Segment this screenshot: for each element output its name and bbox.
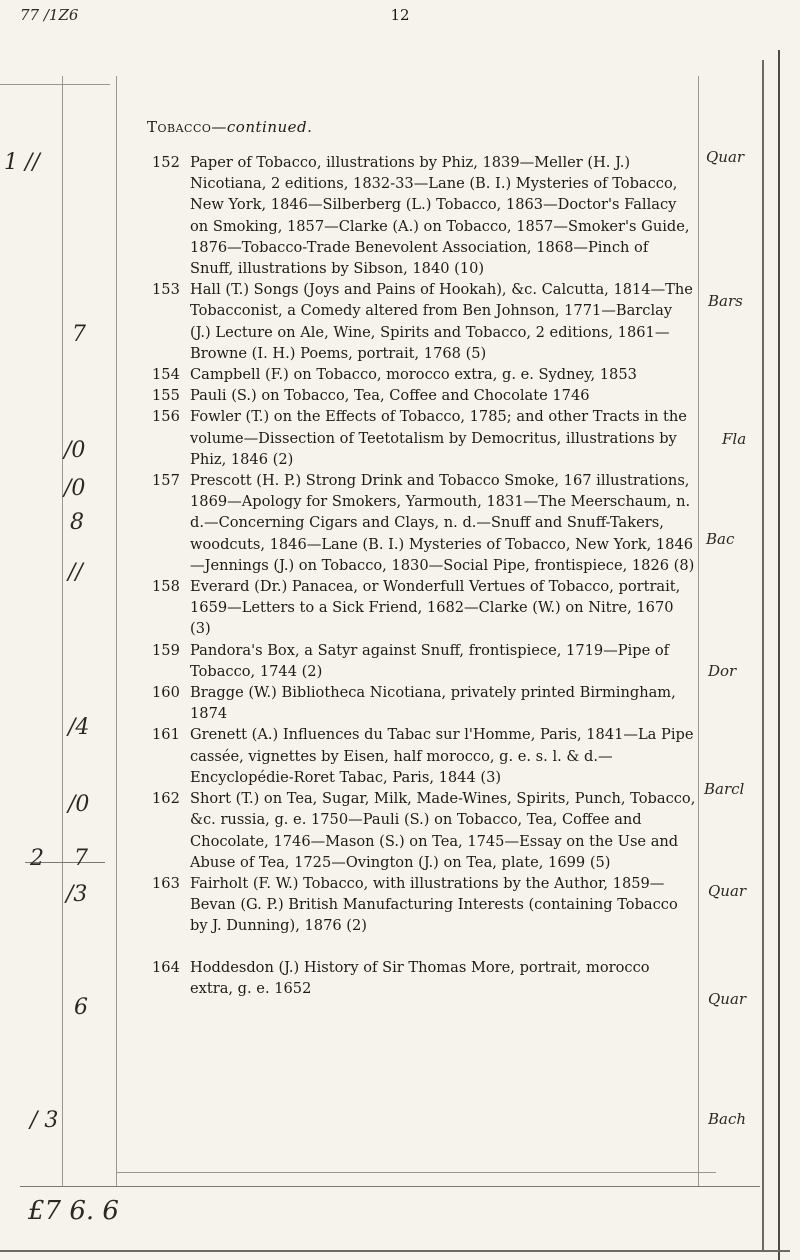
margin-price: /4 [68, 715, 90, 740]
margin-price: // [68, 560, 83, 585]
lot-number: 156 [152, 408, 180, 426]
buyer-note: Bach [708, 1110, 747, 1128]
ledger-rule [116, 76, 117, 1186]
lot-text: Hoddesdon (J.) History of Sir Thomas More, portrait, morocco extra, g. e. 1652 [190, 958, 650, 997]
lot-entry [152, 364, 696, 385]
buyer-note: Barcl [704, 780, 745, 798]
lot-number: 155 [152, 387, 180, 405]
lot-text: Bragge (W.) Bibliotheca Nicotiana, privately printed Birmingham, 1874 [190, 684, 676, 723]
lot-number: 152 [152, 154, 180, 171]
lot-text: Prescott (H. P.) Strong Drink and Tobacco Smoke, 167 illustrations, 1869—Apology for Smokers, Yarmouth, 1831—The Meerschaum, n. d.—Concerning Cigars and Clays, n. d.—Snuff and Snuff-Takers, woodcuts, 1846—Lane (B. I.) Mysteries of Tobacco, New York, 1846—Jennings (J.) on Tobacco, 1830—Social Pipe, frontispiece, 1826 (8) [190, 472, 695, 574]
section-title: Tobacco [147, 118, 212, 136]
ledger-rule [20, 1186, 760, 1187]
margin-price: /0 [68, 792, 90, 817]
lot-text: Pauli (S.) on Tobacco, Tea, Coffee and Chocolate 1746 [190, 387, 590, 405]
lot-entry [152, 682, 696, 724]
section-heading [147, 118, 312, 136]
ledger-rule [0, 1250, 790, 1252]
buyer-note: Bac [706, 530, 735, 548]
lot-text: Short (T.) on Tea, Sugar, Milk, Made-Wines, Spirits, Punch, Tobacco, &c. russia, g. e. 1750—Pauli (S.) on Tobacco, Tea, Coffee and Chocolate, 1746—Mason (S.) on Tea, 1745—Essay on the Use and Abuse of Tea, 1725—Ovington (J.) on Tea, plate, 1699 (5) [190, 790, 696, 871]
lot-list [152, 152, 696, 999]
lot-entry [152, 406, 696, 470]
margin-price: / 3 [30, 1108, 59, 1133]
margin-price: 6 [74, 995, 88, 1020]
lot-text: Pandora's Box, a Satyr against Snuff, frontispiece, 1719—Pipe of Tobacco, 1744 (2) [190, 641, 670, 680]
lot-number: 159 [152, 641, 180, 659]
lot-entry [152, 640, 696, 682]
margin-price: /3 [66, 882, 88, 907]
ledger-rule [698, 76, 699, 1186]
buyer-note: Quar [708, 882, 747, 900]
margin-price: 7 [74, 846, 88, 871]
buyer-note: Quar [706, 148, 745, 166]
lot-number: 162 [152, 790, 180, 808]
lot-text: Fairholt (F. W.) Tobacco, with illustrations by the Author, 1859—Bevan (G. P.) British Manufacturing Interests (containing Tobacco by J. Dunning), 1876 (2) [190, 874, 678, 935]
margin-price: /0 [64, 476, 86, 501]
lot-entry [152, 385, 696, 406]
lot-number: 160 [152, 684, 180, 702]
lot-entry [152, 576, 696, 640]
lot-number: 163 [152, 874, 180, 892]
ledger-rule [62, 76, 63, 1186]
lot-text: Grenett (A.) Influences du Tabac sur l'Homme, Paris, 1841—La Pipe cassée, vignettes by Eisen, half morocco, g. e. s. l. & d.—Encyclopédie-Roret Tabac, Paris, 1844 (3) [190, 726, 694, 786]
lot-text: Fowler (T.) on the Effects of Tobacco, 1785; and other Tracts in the volume—Dissection of Teetotalism by Democritus, illustrations by Phiz, 1846 (2) [190, 408, 687, 468]
top-scrawl: 77 /1Z6 [20, 6, 79, 24]
lot-text: Hall (T.) Songs (Joys and Pains of Hookah), &c. Calcutta, 1814—The Tobacconist, a Comedy altered from Ben Johnson, 1771—Barclay (J.) Lecture on Ale, Wine, Spirits and Tobacco, 2 editions, 1861—Browne (I. H.) Poems, portrait, 1768 (5) [190, 281, 693, 362]
lot-number: 157 [152, 472, 180, 490]
lot-entry [152, 957, 696, 999]
ledger-rule [778, 50, 780, 1260]
lot-number: 158 [152, 578, 180, 596]
ledger-rule [116, 1172, 716, 1173]
margin-price: 1 // [4, 150, 40, 175]
margin-price: 2 [30, 846, 44, 871]
buyer-note: Bars [708, 292, 743, 310]
lot-entry [152, 873, 696, 937]
section-suffix: —continued. [211, 118, 313, 136]
ledger-rule [762, 60, 764, 1250]
bottom-total: £7 6. 6 [28, 1196, 119, 1226]
lot-number: 154 [152, 366, 180, 384]
lot-number: 161 [152, 726, 180, 744]
ledger-rule [0, 84, 110, 85]
margin-price: 7 [72, 322, 86, 347]
lot-entry [152, 724, 696, 788]
margin-price: 8 [70, 510, 84, 535]
page-number: 12 [390, 6, 410, 24]
lot-text: Everard (Dr.) Panacea, or Wonderfull Vertues of Tobacco, portrait, 1659—Letters to a Sick Friend, 1682—Clarke (W.) on Nitre, 1670 (3) [190, 578, 681, 638]
lot-text: Paper of Tobacco, illustrations by Phiz, 1839—Meller (H. J.) Nicotiana, 2 editions, 1832-33—Lane (B. I.) Mysteries of Tobacco, New York, 1846—Silberberg (L.) Tobacco, 1863—Doctor's Fallacy on Smoking, 1857—Clarke (A.) on Tobacco, 1857—Smoker's Guide, 1876—Tobacco-Trade Benevolent Association, 1868—Pinch of Snuff, illustrations by Sibson, 1840 (10) [190, 154, 690, 278]
buyer-note: Quar [708, 990, 747, 1008]
lot-entry [152, 279, 696, 364]
lot-text: Campbell (F.) on Tobacco, morocco extra, g. e. Sydney, 1853 [190, 366, 637, 384]
lot-entry [152, 152, 696, 279]
lot-entry [152, 788, 696, 873]
lot-number: 153 [152, 281, 180, 299]
margin-price: /0 [64, 438, 86, 463]
buyer-note: Dor [708, 662, 737, 680]
buyer-note: Fla [722, 430, 747, 448]
lot-number: 164 [152, 958, 180, 976]
lot-entry [152, 470, 696, 576]
